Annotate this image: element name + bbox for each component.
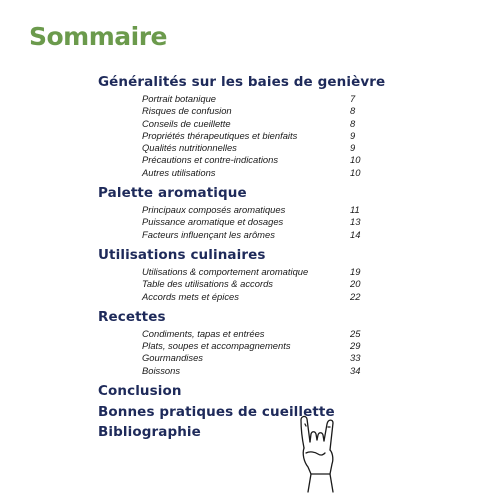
toc-entry-page-number: 25	[350, 327, 361, 339]
toc-entry-page-number: 13	[350, 216, 361, 228]
toc-entry[interactable]	[142, 216, 370, 228]
toc-section-heading[interactable]: Utilisations culinaires	[98, 246, 266, 263]
toc-entry-page-number: 20	[350, 278, 361, 290]
toc-entry-page-number: 22	[350, 290, 361, 302]
toc-entry[interactable]	[142, 130, 370, 142]
toc-section-heading[interactable]: Recettes	[98, 308, 166, 325]
toc-entry-label: Table des utilisations & accords	[142, 278, 273, 290]
toc-entry[interactable]	[142, 167, 370, 179]
toc-entry-label: Principaux composés aromatiques	[142, 204, 286, 216]
toc-entry[interactable]	[142, 142, 370, 154]
toc-entry[interactable]	[142, 229, 370, 241]
toc-entry-list	[142, 328, 398, 377]
toc-entry-label: Propriétés thérapeutiques et bienfaits	[142, 129, 298, 141]
toc-section-heading[interactable]: Bibliographie	[98, 424, 201, 441]
toc-entry-page-number: 19	[350, 265, 361, 277]
toc-section-heading[interactable]: Bonnes pratiques de cueillette	[98, 403, 335, 420]
toc-entry-label: Risques de confusion	[142, 105, 232, 117]
toc-entry[interactable]	[142, 204, 370, 216]
toc-entry[interactable]	[142, 340, 370, 352]
toc-entry[interactable]	[142, 278, 370, 290]
toc-entry[interactable]	[142, 118, 370, 130]
toc-entry-page-number: 10	[350, 166, 361, 178]
toc-entry-label: Autres utilisations	[142, 166, 216, 178]
toc-entry[interactable]	[142, 352, 370, 364]
toc-entry[interactable]	[142, 266, 370, 278]
toc-entry[interactable]	[142, 328, 370, 340]
toc-entry-label: Précautions et contre-indications	[142, 154, 279, 166]
toc-entry-page-number: 33	[350, 352, 361, 364]
toc-entry-label: Plats, soupes et accompagnements	[142, 340, 291, 352]
toc-section-heading[interactable]: Conclusion	[98, 383, 182, 400]
toc-entry-page-number: 34	[350, 364, 361, 376]
toc-section-heading[interactable]: Palette aromatique	[98, 185, 247, 202]
toc-entry-label: Conseils de cueillette	[142, 117, 231, 129]
toc-entry-label: Facteurs influençant les arômes	[142, 228, 275, 240]
toc-entry-page-number: 7	[350, 93, 356, 104]
toc-entry-list	[142, 204, 398, 241]
toc-entry-label: Puissance aromatique et dosages	[142, 216, 284, 228]
toc-entry-label: Portrait botanique	[142, 93, 217, 104]
toc-entry-label: Boissons	[142, 364, 181, 376]
toc-entry-list	[142, 266, 398, 303]
toc-entry[interactable]	[142, 105, 370, 117]
toc-entry[interactable]	[142, 291, 370, 303]
toc-entry[interactable]	[142, 365, 370, 377]
toc-entry-list	[142, 93, 398, 179]
toc-entry-page-number: 9	[350, 129, 356, 141]
toc-entry[interactable]	[142, 154, 370, 166]
toc-entry-label: Accords mets et épices	[142, 290, 239, 302]
toc-entry-page-number: 14	[350, 228, 361, 240]
toc-entry-page-number: 9	[350, 142, 356, 154]
toc-entry-page-number: 10	[350, 154, 361, 166]
toc-entry-page-number: 8	[350, 105, 356, 117]
page-title: Sommaire	[29, 22, 168, 51]
toc-entry-page-number: 11	[350, 204, 360, 216]
toc-entry-page-number: 29	[350, 340, 361, 352]
toc-entry-label: Condiments, tapas et entrées	[142, 327, 265, 339]
toc-entry-page-number: 8	[350, 117, 356, 129]
toc-entry-label: Qualités nutritionnelles	[142, 142, 237, 154]
toc-entry-label: Gourmandises	[142, 352, 203, 364]
toc-entry-label: Utilisations & comportement aromatique	[142, 265, 309, 277]
table-of-contents	[98, 72, 398, 443]
toc-entry[interactable]	[142, 93, 370, 105]
rock-hand-icon	[290, 404, 352, 494]
toc-section-heading[interactable]: Généralités sur les baies de genièvre	[98, 74, 386, 90]
